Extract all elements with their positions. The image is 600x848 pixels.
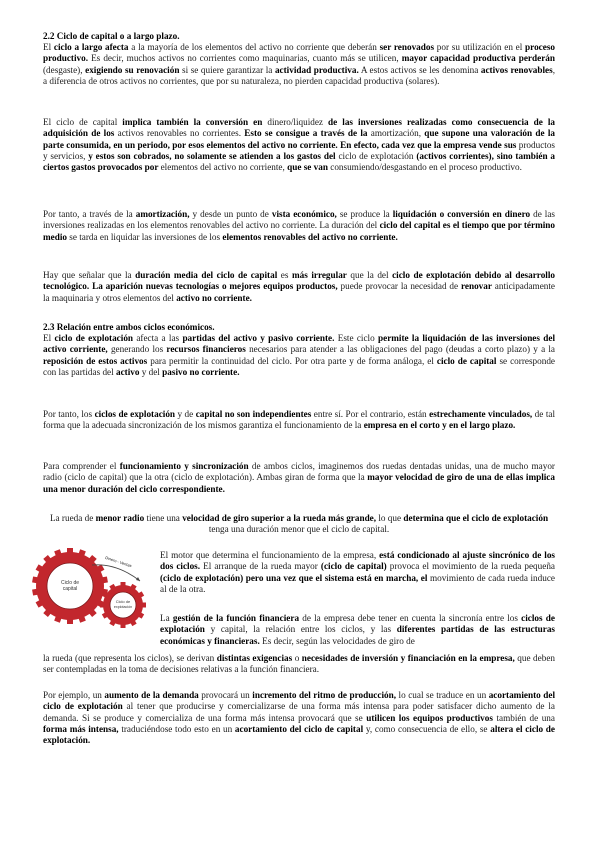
bold-text-run: ciclos de explotación	[94, 409, 176, 419]
bold-text-run: acortamiento del ciclo de capital	[234, 723, 364, 734]
bold-text-run: pasivo no corriente.	[162, 366, 240, 377]
text-run: ciclo de explotación	[338, 150, 414, 161]
text-run: y desde un punto de	[189, 209, 272, 219]
s23-paragraph-6a	[160, 613, 555, 647]
text-run: de tal forma que la adecuada sincronización de los mismos garantiza el funcionamiento de la	[43, 409, 556, 431]
gears-figure	[22, 543, 162, 643]
bold-text-run: acortamiento del ciclo de explotación	[43, 690, 555, 712]
bold-text-run: actividad productiva.	[274, 64, 359, 75]
text-run: movimiento de cada rueda induce al de la otra.	[160, 572, 555, 594]
text-run: El motor que determina el funcionamiento de la empresa,	[160, 550, 377, 560]
text-run: de las inversiones realizadas en los elementos renovables del activo no corriente. La duración del	[43, 209, 555, 231]
bold-text-run: mayor velocidad de giro de una de ellas implica una menor duración del ciclo correspondiente.	[43, 472, 555, 494]
text-run: para permitir la continuidad del ciclo. Por otra parte y de forma análoga, el	[147, 355, 437, 366]
text-run: tiene una	[144, 513, 183, 523]
text-run: El	[43, 333, 55, 343]
bold-text-run: implica también la conversión en	[117, 117, 268, 127]
text-run: lo cual se traduce en un	[396, 690, 489, 700]
text-run: que la del	[346, 270, 393, 280]
bold-text-run: vista económico,	[271, 209, 337, 219]
s22-paragraph-1	[43, 42, 555, 87]
bold-text-run: menor radio	[95, 513, 145, 523]
bold-text-run: ciclo a largo afecta	[53, 42, 129, 52]
text-run: tenga una duración menor que el ciclo de capital.	[208, 524, 390, 535]
bold-text-run: más irregular	[291, 270, 347, 280]
text-run: si se quiere garantizar la	[179, 64, 275, 75]
bold-text-run: utilicen los equipos productivos	[366, 712, 493, 723]
text-run: Por tanto, los	[43, 409, 95, 419]
text-run: productos y servicios,	[43, 139, 555, 161]
bold-text-run: Esto se consigue a través de la	[241, 128, 371, 139]
bold-text-run: ciclo de explotación debido al desarrollo tecnológico.	[43, 270, 556, 292]
bold-text-run: forma más intensa,	[43, 723, 119, 734]
bold-text-run: (activos corrientes), sino también a ciertos gastos provocados por	[43, 150, 556, 173]
s23-paragraph-2	[43, 409, 555, 432]
text-run: A estos activos se les denomina	[358, 64, 481, 75]
bold-text-run: proceso productivo.	[43, 42, 555, 64]
text-run: la rueda (que representa los ciclos), se derivan	[43, 653, 217, 663]
text-run: Para comprender el	[43, 461, 120, 471]
text-run: se produce la	[336, 209, 393, 219]
text-run: y capital, la relación entre los ciclos, y las	[204, 624, 397, 635]
small-gear	[100, 582, 146, 628]
text-run: generando los	[107, 344, 167, 355]
text-run: necesarios para atender a las obligaciones del pago (deudas a corto plazo) y a la	[245, 344, 556, 355]
text-run: La	[160, 613, 173, 623]
bold-text-run: empresa en el corto y en el largo plazo.	[363, 420, 516, 431]
bold-text-run: reposición de estos activos	[43, 355, 148, 366]
text-run: (desgaste),	[43, 64, 86, 75]
bold-text-run: funcionamiento y sincronización	[119, 461, 249, 471]
bold-text-run: duración media del ciclo de capital	[135, 270, 278, 280]
bold-text-run: ciclos de explotación	[160, 613, 555, 635]
text-run: y, como consecuencia de ello, se	[363, 723, 491, 734]
big-gear-label-1: Ciclo de	[60, 580, 80, 586]
bold-text-run: distintas exigencias	[216, 653, 293, 663]
bold-text-run: diferentes partidas de las estructuras económicas y financieras.	[160, 624, 556, 646]
text-run: que deben ser contempladas en la toma de decisiones relativas a la función financiera.	[43, 653, 555, 675]
text-run: provocará un	[198, 690, 253, 700]
big-gear	[32, 548, 108, 624]
text-run: La rueda de	[49, 513, 96, 523]
text-run: afecta a las	[133, 333, 183, 343]
bold-text-run: ciclo del capital es el tiempo que por término medio	[43, 220, 555, 242]
bold-text-run: aumento de la demanda	[104, 690, 199, 700]
bold-text-run: determina que el ciclo de explotación	[403, 513, 549, 523]
text-run: puede provocar la necesidad de	[337, 281, 461, 292]
text-run: por su utilización en el	[434, 42, 526, 52]
text-run: traduciéndose todo esto en un	[118, 723, 235, 734]
text-run: dinero/liquidez	[267, 117, 324, 127]
s23-paragraph-6b	[43, 653, 555, 676]
bold-text-run: recursos financieros	[166, 344, 246, 355]
bold-text-run: mayor capacidad productiva perderán	[401, 53, 555, 64]
bold-text-run: que supone una valoración de la parte consumida, en un periodo, por esos elementos del activo no corriente. En efecto, cada vez que la empresa vende sus	[43, 128, 556, 150]
text-run: provoca el movimiento de la rueda pequeña	[389, 561, 555, 572]
bold-text-run: que se van	[284, 162, 331, 173]
bold-text-run: y estos son cobrados, no solamente se atienden a los gastos del	[85, 150, 339, 161]
heading-2-2: 2.2 Ciclo de capital o a largo plazo.	[43, 31, 180, 41]
text-run: también de una	[492, 712, 555, 723]
text-run: y del	[139, 366, 163, 377]
text-run: se tarda en liquidar las inversiones de los	[67, 231, 223, 242]
text-run: El arranque de la rueda mayor	[203, 561, 318, 572]
bold-text-run: está condicionado al ajuste sincrónico de los dos ciclos.	[160, 550, 555, 572]
flow-arrow-label: Dinero - Ventas	[104, 554, 133, 569]
bold-text-run: amortización,	[135, 209, 190, 219]
text-run: , a diferencia de otros activos no corrientes, que por su naturaleza, no pierden capacidad productiva (solares).	[43, 64, 556, 86]
bold-text-run: elementos renovables del activo no corriente.	[222, 231, 398, 242]
text-run: lo que	[376, 513, 404, 523]
text-run: anticipadamente la maquinaria y otros elementos del	[43, 281, 556, 303]
text-run: El ciclo de capital	[43, 117, 118, 127]
text-run: al tener que producirse y comercializarse de una forma más intensa para poder satisfacer dicho aumento de la demanda. Si se produce y comercializa de una forma más intensa provocará que se	[43, 701, 555, 723]
text-run: entre sí. Por el contrario, están	[311, 409, 430, 419]
text-run: y de	[175, 409, 196, 419]
text-run: activos renovables no corrientes.	[117, 128, 241, 139]
bold-text-run: (ciclo de explotación) pero una vez que el sistema está en marcha, el	[160, 572, 430, 583]
bold-text-run: La aparición nuevas tecnologías o mejores equipos productos,	[92, 281, 338, 292]
bold-text-run: ser renovados	[379, 42, 435, 52]
s22-paragraph-2	[43, 117, 555, 173]
text-run: es	[277, 270, 292, 280]
gears-illustration	[22, 543, 162, 643]
bold-text-run: ciclo de explotación	[54, 333, 134, 343]
s23-paragraph-5	[160, 550, 555, 595]
text-run: consumiendo/desgastando en el proceso productivo.	[330, 162, 522, 173]
small-gear-label-2: explotación	[113, 605, 133, 609]
text-run: Es decir, según las velocidades de giro de	[259, 635, 415, 646]
text-run: o	[292, 653, 302, 663]
text-run: de la empresa debe tener en cuenta la sincronía entre los	[299, 613, 522, 623]
text-run: elementos del activo no corriente,	[160, 162, 285, 173]
bold-text-run: altera el ciclo de explotación.	[43, 723, 555, 746]
bold-text-run: renovar	[460, 281, 492, 292]
bold-text-run: permite la liquidación de las inversiones del activo corriente,	[43, 333, 555, 355]
bold-text-run: exigiendo su renovación	[85, 64, 180, 75]
bold-text-run: necesidades de inversión y financiación en la empresa,	[301, 653, 515, 663]
s23-paragraph-4	[43, 513, 555, 536]
text-run: de ambos ciclos, imaginemos dos ruedas dentadas unidas, una de mucho mayor radio (ciclo de capital) que la otra (ciclo de explotación). Ambas giran de forma que la	[43, 461, 555, 483]
bold-text-run: (ciclo de capital)	[317, 561, 390, 572]
text-run: El	[43, 42, 54, 52]
s23-paragraph-3	[43, 461, 555, 495]
bold-text-run: ciclo de capital	[436, 355, 497, 366]
text-run: a la mayoría de los elementos del activo no corriente que deberán	[128, 42, 380, 52]
bold-text-run: incremento del ritmo de producción,	[252, 690, 397, 700]
bold-text-run: activo	[115, 366, 140, 377]
big-gear-label-2: capital	[62, 586, 78, 592]
bold-text-run: activos renovables	[480, 64, 553, 75]
bold-text-run: de las inversiones realizadas como consecuencia de la adquisición de los	[43, 117, 555, 139]
small-gear-label-1: Ciclo de	[115, 599, 131, 604]
heading-2-3: 2.3 Relación entre ambos ciclos económicos.	[43, 322, 215, 332]
bold-text-run: liquidación o conversión en dinero	[392, 209, 531, 219]
s23-paragraph-1	[43, 333, 555, 378]
bold-text-run: velocidad de giro superior a la rueda más grande,	[182, 513, 377, 523]
s22-paragraph-3	[43, 209, 555, 243]
text-run: Este ciclo	[334, 333, 378, 343]
bold-text-run: gestión de la función financiera	[172, 613, 300, 623]
s22-paragraph-4	[43, 270, 555, 304]
text-run: amortización,	[370, 128, 422, 139]
bold-text-run: capital no son independientes	[195, 409, 312, 419]
bold-text-run: activo no corriente.	[176, 292, 252, 303]
text-run: se corresponde con las partidas del	[43, 355, 555, 377]
text-run: Hay que señalar que la	[43, 270, 136, 280]
text-run: Por ejemplo, un	[43, 690, 105, 700]
text-run: Es decir, muchos activos no corrientes como maquinarias, cuanto más se utilicen,	[88, 53, 402, 64]
bold-text-run: partidas del activo y pasivo corriente.	[182, 333, 335, 343]
s23-paragraph-7	[43, 690, 555, 746]
bold-text-run: estrechamente vinculados,	[429, 409, 533, 419]
text-run: Por tanto, a través de la	[43, 209, 136, 219]
